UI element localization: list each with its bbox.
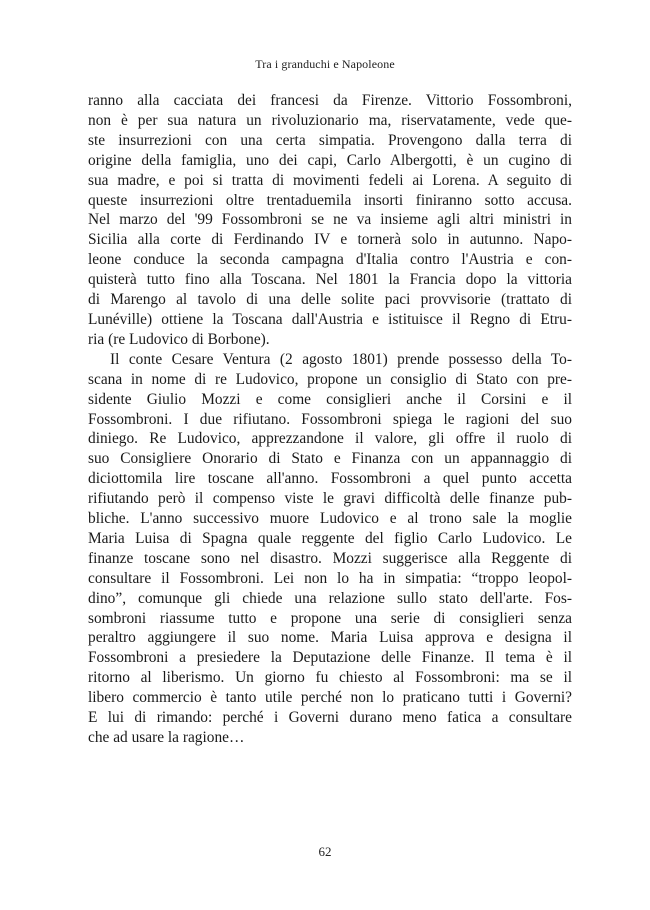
text-line: E lui di rimando: perché i Governi durano meno fatica a consultare xyxy=(88,709,572,727)
text-line: dino”, comunque gli chiede una relazione sullo stato dell'arte. Fos- xyxy=(88,589,572,607)
text-line: scana in nome di re Ludovico, propone un consiglio di Stato con pre- xyxy=(88,370,572,388)
text-line: sidente Giulio Mozzi e come consiglieri anche il Corsini e il xyxy=(88,390,572,408)
paragraph-2 xyxy=(88,350,572,748)
running-header: Tra i granduchi e Napoleone xyxy=(255,57,395,71)
text-line: Lunéville) ottiene la Toscana dall'Austria e istituisce il Regno di Etru- xyxy=(88,310,572,328)
text-line: Fossombroni. I due rifiutano. Fossombroni spiega le ragioni del suo xyxy=(88,410,572,428)
text-line: Sicilia alla corte di Ferdinando IV e tornerà solo in autunno. Napo- xyxy=(88,231,572,249)
text-line: libero commercio è tanto utile perché non lo praticano tutti i Governi? xyxy=(88,689,572,707)
text-line: bliche. L'anno successivo muore Ludovico e al trono sale la moglie xyxy=(88,510,572,528)
text-line: che ad usare la ragione… xyxy=(88,729,245,746)
text-line: ritorno al liberismo. Un giorno fu chiesto al Fossombroni: ma se il xyxy=(88,669,572,687)
text-line: leone conduce la seconda campagna d'Italia contro l'Austria e con- xyxy=(88,251,572,269)
text-line: diniego. Re Ludovico, apprezzandone il valore, gli offre il ruolo di xyxy=(88,430,572,448)
page-number: 62 xyxy=(318,844,332,859)
paragraph-1 xyxy=(88,91,572,350)
text-line: ria (re Ludovico di Borbone). xyxy=(88,330,270,348)
body-text xyxy=(88,91,572,748)
text-line: diciottomila lire toscane all'anno. Fossombroni a quel punto accetta xyxy=(88,470,572,488)
text-line: origine della famiglia, uno dei capi, Carlo Albergotti, è un cugino di xyxy=(88,151,572,169)
text-line: consultare il Fossombroni. Lei non lo ha in simpatia: “troppo leopol- xyxy=(88,569,572,587)
text-line: sua madre, e poi si tratta di movimenti fedeli ai Lorena. A seguito di xyxy=(88,171,572,189)
text-line: suo Consigliere Onorario di Stato e Finanza con un appannaggio di xyxy=(88,450,572,468)
text-line: Fossombroni a presiedere la Deputazione delle Finanze. Il tema è il xyxy=(88,649,572,667)
text-line: ste insurrezioni con una certa simpatia. Provengono dalla terra di xyxy=(88,131,572,149)
text-line: sombroni riassume tutto e propone una serie di consiglieri senza xyxy=(88,609,572,627)
text-line: finanze toscane sono nel disastro. Mozzi suggerisce alla Reggente di xyxy=(88,549,572,567)
text-line: ranno alla cacciata dei francesi da Firenze. Vittorio Fossombroni, xyxy=(88,92,572,109)
text-line: Nel marzo del '99 Fossombroni se ne va insieme agli altri ministri in xyxy=(88,211,572,229)
text-line: peraltro aggiungere il suo nome. Maria Luisa approva e designa il xyxy=(88,629,572,647)
text-line: rifiutando però il compenso viste le gravi difficoltà delle finanze pub- xyxy=(88,490,572,508)
text-line: di Marengo al tavolo di una delle solite paci provvisorie (trattato di xyxy=(88,291,572,309)
text-line: Maria Luisa di Spagna quale reggente del figlio Carlo Ludovico. Le xyxy=(88,529,572,547)
text-line: queste insurrezioni oltre trentaduemila insorti finiranno sotto accusa. xyxy=(88,191,572,209)
text-line: Il conte Cesare Ventura (2 agosto 1801) prende possesso della To- xyxy=(110,350,572,368)
text-line: quisterà tutto fino alla Toscana. Nel 1801 la Francia dopo la vittoria xyxy=(88,271,572,289)
text-line: non è per sua natura un rivoluzionario ma, riservatamente, vede que- xyxy=(88,111,572,129)
